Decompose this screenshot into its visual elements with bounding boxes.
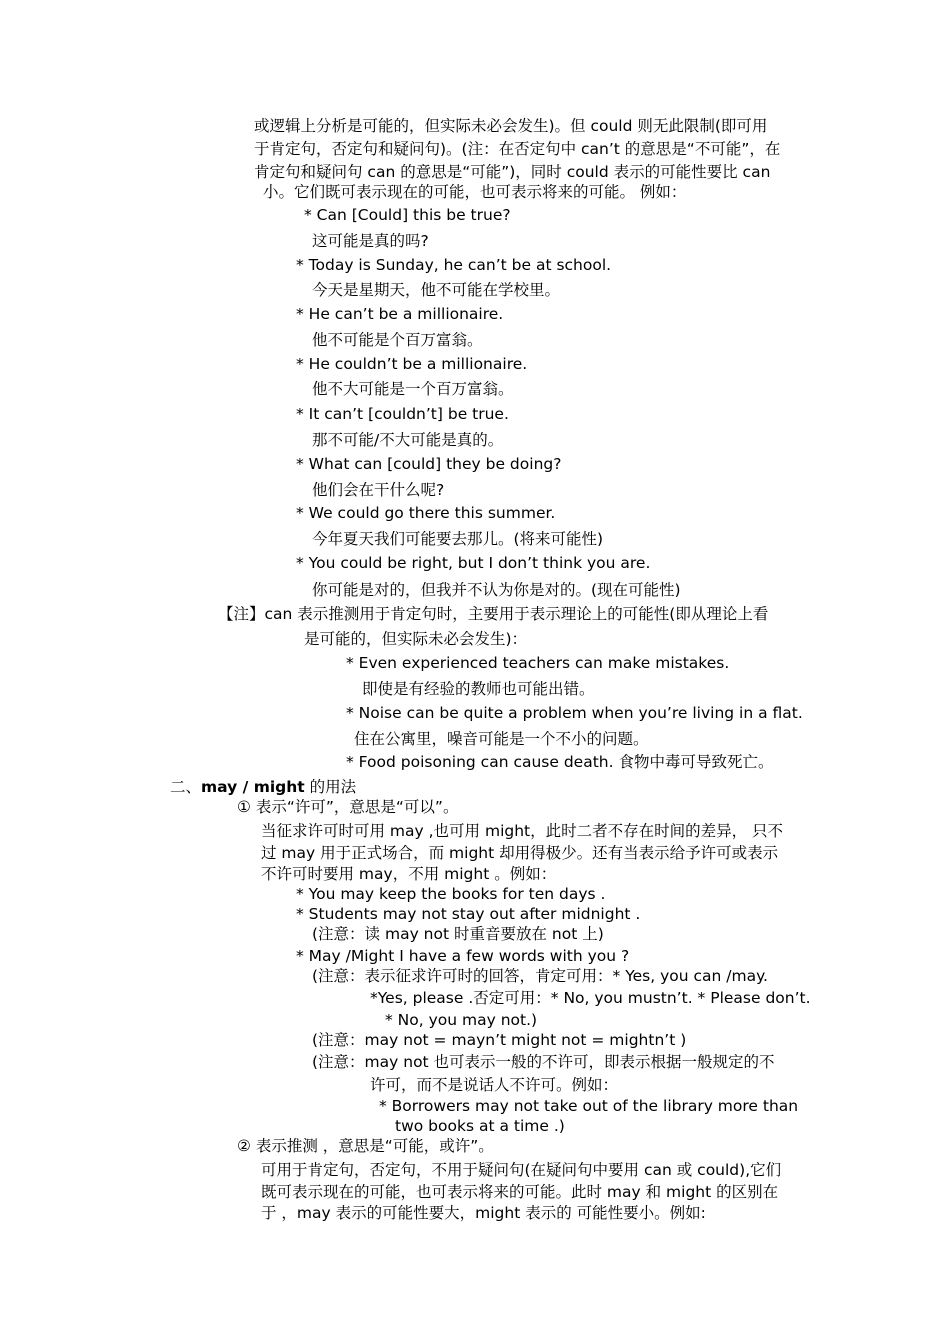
example-4-zh: 他不大可能是一个百万富翁。 [312,380,514,398]
item-1-note-general-2: 许可，而不是说话人不许可。例如： [370,1076,619,1094]
example-5-en: * It can’t [couldn’t] be true. [296,405,509,423]
note-example-2-en: * Noise can be quite a problem when you’re living in a flat. [346,704,803,722]
note-example-2-zh: 住在公寓里，噪音可能是一个不小的问题。 [354,730,649,748]
item-2-heading: ② 表示推测 ，意思是“可能，或许”。 [237,1137,494,1155]
item-1-para-line-2: 过 may 用于正式场合，而 might 却用得极少。还有当表示给予许可或表示 [261,844,779,862]
example-8-zh: 你可能是对的，但我并不认为你是对的。(现在可能性) [312,581,681,599]
example-3-zh: 他不可能是个百万富翁。 [312,331,483,349]
item-1-example-4-line-1: * Borrowers may not take out of the library more than [379,1097,799,1115]
example-1-zh: 这可能是真的吗? [312,232,429,250]
intro-line-4: 小。它们既可表示现在的可能，也可表示将来的可能。 例如： [263,183,687,201]
item-1-heading: ① 表示“许可”，意思是“可以”。 [237,798,459,816]
note-line-1: 【注】can 表示推测用于肯定句时，主要用于表示理论上的可能性(即从理论上看 [218,605,769,623]
item-1-example-3-note-2: *Yes, please .否定可用：* No, you mustn’t. * Please don’t. [370,989,811,1007]
intro-line-3: 肯定句和疑问句 can 的意思是“可能”)，同时 could 表示的可能性要比 can [254,163,771,181]
example-2-zh: 今天是星期天，他不可能在学校里。 [312,281,561,299]
item-1-example-3-note-3: * No, you may not.) [385,1011,538,1029]
example-7-zh: 今年夏天我们可能要去那儿。(将来可能性) [312,530,604,548]
example-3-en: * He can’t be a millionaire. [296,305,504,323]
section-2-heading [170,777,356,797]
section-2-title-bold: may / might [201,778,305,796]
item-1-example-4-line-2: two books at a time .) [395,1117,565,1135]
note-line-2: 是可能的，但实际未必会发生)： [304,630,528,648]
example-8-en: * You could be right, but I don’t think you are. [296,554,651,572]
item-1-example-1: * You may keep the books for ten days . [296,885,606,903]
item-1-note-mayn: (注意：may not = mayn’t might not = mightn’t ) [312,1031,687,1049]
item-2-para-line-3: 于 ，may 表示的可能性要大，might 表示的 可能性要小。例如: [261,1204,706,1222]
example-4-en: * He couldn’t be a millionaire. [296,355,528,373]
intro-line-2: 于肯定句，否定句和疑问句)。(注：在否定句中 can’t 的意思是“不可能”，在 [254,140,781,158]
item-1-example-2-note: (注意：读 may not 时重音要放在 not 上) [312,925,604,943]
example-1-en: * Can [Could] this be true? [304,206,511,224]
note-example-1-en: * Even experienced teachers can make mistakes. [346,654,730,672]
example-6-en: * What can [could] they be doing? [296,455,562,473]
example-5-zh: 那不可能/不大可能是真的。 [312,431,504,449]
note-example-3: * Food poisoning can cause death. 食物中毒可导致死亡。 [346,753,774,771]
section-2-title-rest: 的用法 [304,778,357,796]
section-2-prefix: 二、 [170,778,202,796]
example-2-en: * Today is Sunday, he can’t be at school. [296,256,612,274]
item-1-para-line-3: 不许可时要用 may，不用 might 。例如： [261,865,557,883]
item-1-example-3-note-1: (注意：表示征求许可时的回答，肯定可用：* Yes, you can /may. [312,967,768,985]
item-1-example-2: * Students may not stay out after midnight . [296,905,641,923]
item-1-note-general-1: (注意：may not 也可表示一般的不许可，即表示根据一般规定的不 [312,1053,775,1071]
item-1-example-3: * May /Might I have a few words with you ? [296,947,630,965]
note-example-1-zh: 即使是有经验的教师也可能出错。 [362,680,595,698]
example-7-en: * We could go there this summer. [296,504,556,522]
item-2-para-line-1: 可用于肯定句，否定句，不用于疑问句(在疑问句中要用 can 或 could),它们 [261,1161,782,1179]
item-2-para-line-2: 既可表示现在的可能，也可表示将来的可能。此时 may 和 might 的区别在 [261,1183,779,1201]
example-6-zh: 他们会在干什么呢? [312,481,445,499]
intro-line-1: 或逻辑上分析是可能的，但实际未必会发生)。但 could 则无此限制(即可用 [254,117,768,135]
item-1-para-line-1: 当征求许可时可用 may ,也可用 might，此时二者不存在时间的差异， 只不 [261,822,784,840]
